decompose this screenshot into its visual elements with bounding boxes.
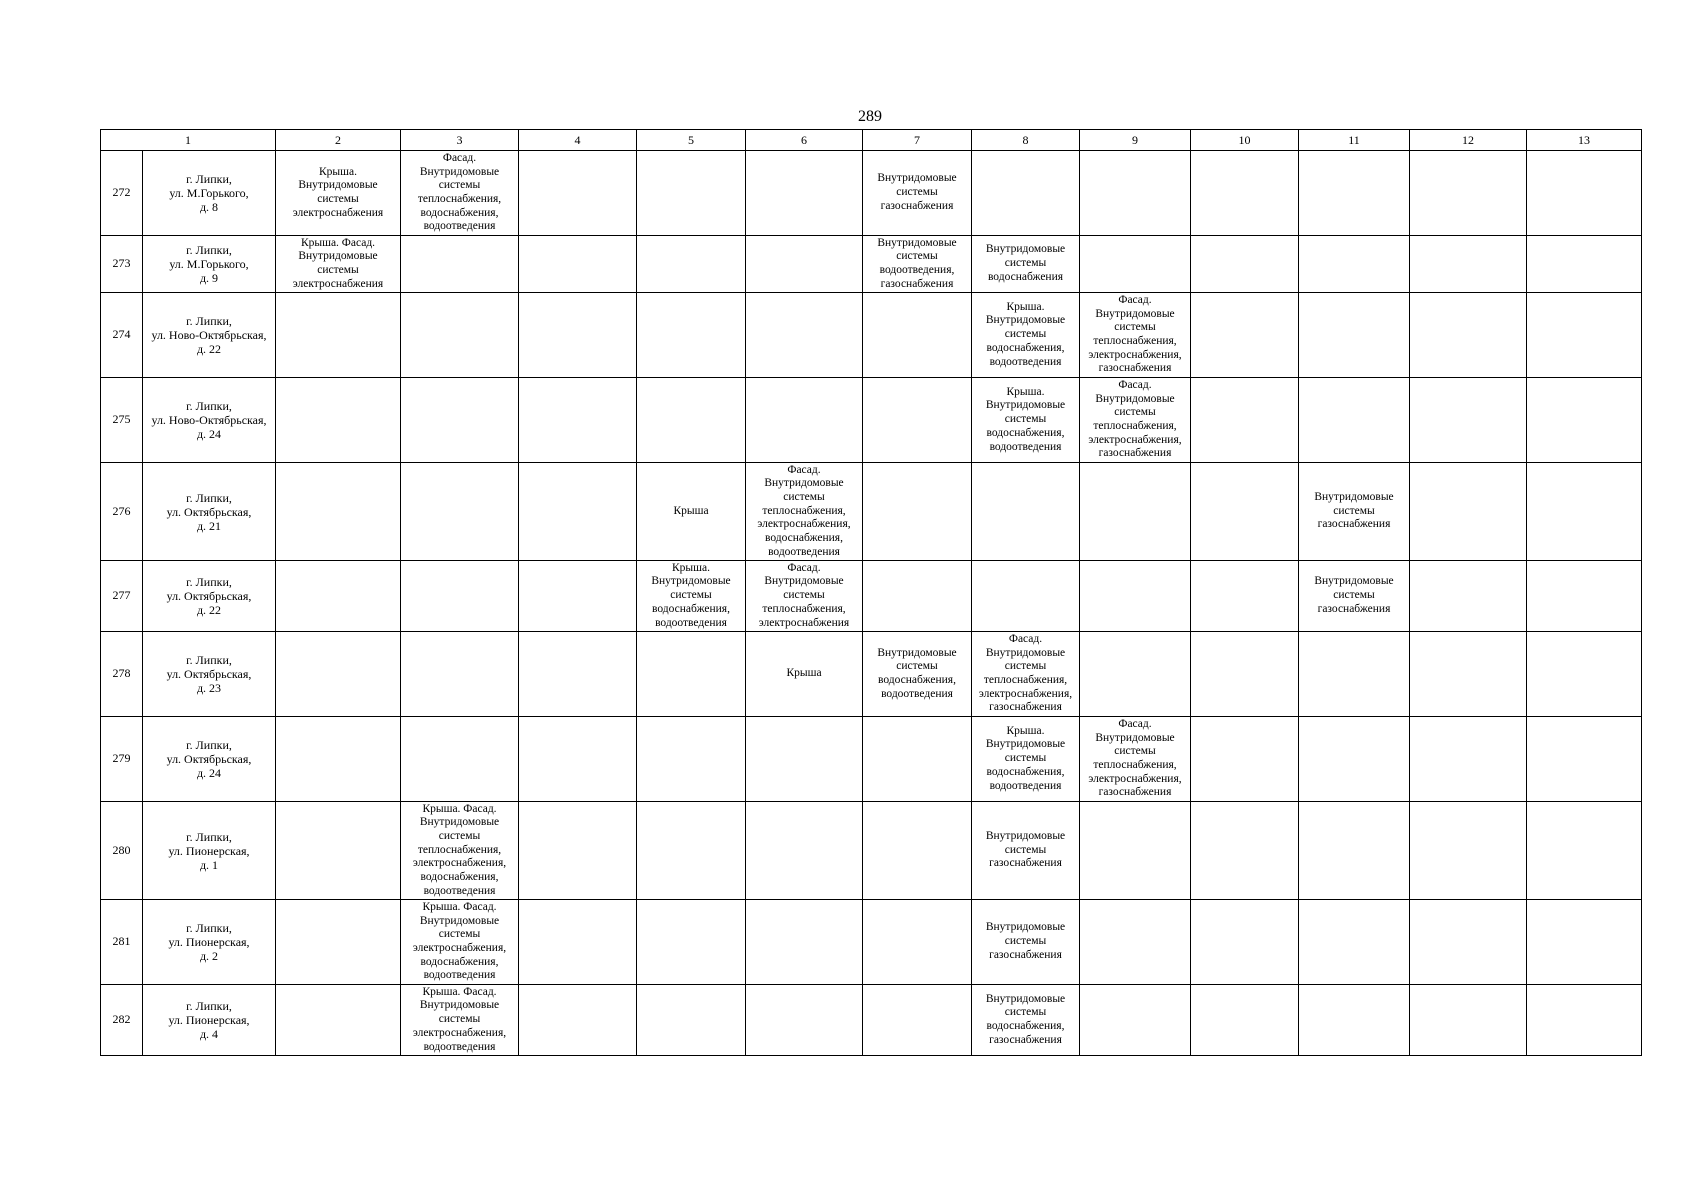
work-cell-col-11	[1299, 378, 1410, 463]
work-cell-col-5	[637, 151, 746, 236]
work-cell-col-7	[863, 900, 972, 985]
address-cell: г. Липки, ул. М.Горького, д. 9	[143, 236, 276, 293]
address-cell: г. Липки, ул. Октябрьская, д. 21	[143, 463, 276, 561]
work-cell-col-7	[863, 802, 972, 900]
work-cell-col-7	[863, 985, 972, 1056]
work-cell-col-5	[637, 717, 746, 802]
work-cell-col-6	[746, 900, 863, 985]
work-cell-col-7	[863, 293, 972, 378]
work-cell-col-13	[1527, 236, 1642, 293]
work-cell-col-11	[1299, 802, 1410, 900]
work-cell-col-10	[1191, 293, 1299, 378]
work-cell-col-7: Внутридомовые системы водоснабжения, водоотведения	[863, 632, 972, 717]
address-cell: г. Липки, ул. М.Горького, д. 8	[143, 151, 276, 236]
work-cell-col-12	[1410, 900, 1527, 985]
work-cell-col-10	[1191, 802, 1299, 900]
work-cell-col-2	[276, 717, 401, 802]
work-cell-col-9	[1080, 900, 1191, 985]
column-header: 2	[276, 130, 401, 151]
address-cell: г. Липки, ул. Пионерская, д. 2	[143, 900, 276, 985]
work-cell-col-10	[1191, 378, 1299, 463]
table-row	[101, 236, 1642, 293]
column-header: 11	[1299, 130, 1410, 151]
work-cell-col-13	[1527, 985, 1642, 1056]
table-row	[101, 985, 1642, 1056]
work-cell-col-3	[401, 378, 519, 463]
work-cell-col-2	[276, 293, 401, 378]
address-cell: г. Липки, ул. Октябрьская, д. 23	[143, 632, 276, 717]
work-cell-col-12	[1410, 717, 1527, 802]
column-header: 3	[401, 130, 519, 151]
row-number: 278	[101, 632, 143, 717]
work-cell-col-8: Внутридомовые системы водоснабжения	[972, 236, 1080, 293]
work-cell-col-6	[746, 802, 863, 900]
work-cell-col-5	[637, 236, 746, 293]
table-row	[101, 378, 1642, 463]
work-cell-col-7	[863, 561, 972, 632]
work-cell-col-6	[746, 717, 863, 802]
work-cell-col-8: Крыша. Внутридомовые системы водоснабжения, водоотведения	[972, 378, 1080, 463]
work-cell-col-2	[276, 985, 401, 1056]
work-cell-col-2	[276, 463, 401, 561]
work-cell-col-7: Внутридомовые системы газоснабжения	[863, 151, 972, 236]
work-cell-col-6	[746, 236, 863, 293]
work-cell-col-4	[519, 802, 637, 900]
work-cell-col-8	[972, 151, 1080, 236]
work-cell-col-7	[863, 463, 972, 561]
work-cell-col-5: Крыша	[637, 463, 746, 561]
table-row	[101, 293, 1642, 378]
work-cell-col-3: Крыша. Фасад. Внутридомовые системы электроснабжения, водоотведения	[401, 985, 519, 1056]
work-cell-col-2	[276, 632, 401, 717]
work-cell-col-8: Фасад. Внутридомовые системы теплоснабжения, электроснабжения, газоснабжения	[972, 632, 1080, 717]
row-number: 279	[101, 717, 143, 802]
work-cell-col-4	[519, 561, 637, 632]
column-header: 10	[1191, 130, 1299, 151]
table-row	[101, 151, 1642, 236]
work-cell-col-9	[1080, 985, 1191, 1056]
work-cell-col-11	[1299, 632, 1410, 717]
work-cell-col-3: Крыша. Фасад. Внутридомовые системы электроснабжения, водоснабжения, водоотведения	[401, 900, 519, 985]
work-cell-col-2	[276, 900, 401, 985]
work-cell-col-4	[519, 632, 637, 717]
row-number: 280	[101, 802, 143, 900]
work-cell-col-11: Внутридомовые системы газоснабжения	[1299, 463, 1410, 561]
work-cell-col-6	[746, 378, 863, 463]
work-cell-col-12	[1410, 236, 1527, 293]
work-cell-col-5	[637, 632, 746, 717]
work-cell-col-9	[1080, 802, 1191, 900]
work-cell-col-10	[1191, 985, 1299, 1056]
work-cell-col-9	[1080, 632, 1191, 717]
work-cell-col-10	[1191, 561, 1299, 632]
work-cell-col-2	[276, 561, 401, 632]
work-cell-col-3	[401, 293, 519, 378]
work-cell-col-8	[972, 463, 1080, 561]
work-cell-col-9	[1080, 463, 1191, 561]
work-cell-col-10	[1191, 900, 1299, 985]
work-cell-col-12	[1410, 632, 1527, 717]
work-cell-col-7	[863, 717, 972, 802]
work-cell-col-9	[1080, 151, 1191, 236]
work-cell-col-5	[637, 293, 746, 378]
work-cell-col-11	[1299, 151, 1410, 236]
column-header: 8	[972, 130, 1080, 151]
work-cell-col-5	[637, 985, 746, 1056]
row-number: 273	[101, 236, 143, 293]
work-cell-col-8: Крыша. Внутридомовые системы водоснабжения, водоотведения	[972, 293, 1080, 378]
work-cell-col-3: Фасад. Внутридомовые системы теплоснабжения, водоснабжения, водоотведения	[401, 151, 519, 236]
work-cell-col-3	[401, 561, 519, 632]
work-cell-col-2	[276, 802, 401, 900]
work-cell-col-4	[519, 900, 637, 985]
row-number: 277	[101, 561, 143, 632]
work-cell-col-8: Внутридомовые системы газоснабжения	[972, 802, 1080, 900]
work-cell-col-2: Крыша. Внутридомовые системы электроснабжения	[276, 151, 401, 236]
work-cell-col-9: Фасад. Внутридомовые системы теплоснабжения, электроснабжения, газоснабжения	[1080, 378, 1191, 463]
schedule-table	[100, 129, 1642, 1056]
work-cell-col-6: Фасад. Внутридомовые системы теплоснабжения, электроснабжения	[746, 561, 863, 632]
work-cell-col-12	[1410, 561, 1527, 632]
work-cell-col-13	[1527, 802, 1642, 900]
work-cell-col-7	[863, 378, 972, 463]
work-cell-col-8	[972, 561, 1080, 632]
work-cell-col-8: Крыша. Внутридомовые системы водоснабжения, водоотведения	[972, 717, 1080, 802]
work-cell-col-11	[1299, 717, 1410, 802]
work-cell-col-6	[746, 985, 863, 1056]
work-cell-col-5: Крыша. Внутридомовые системы водоснабжения, водоотведения	[637, 561, 746, 632]
work-cell-col-10	[1191, 717, 1299, 802]
work-cell-col-4	[519, 378, 637, 463]
column-header: 6	[746, 130, 863, 151]
work-cell-col-2: Крыша. Фасад. Внутридомовые системы электроснабжения	[276, 236, 401, 293]
row-number: 274	[101, 293, 143, 378]
row-number: 272	[101, 151, 143, 236]
work-cell-col-6	[746, 293, 863, 378]
work-cell-col-12	[1410, 463, 1527, 561]
work-cell-col-10	[1191, 151, 1299, 236]
work-cell-col-9	[1080, 236, 1191, 293]
work-cell-col-11	[1299, 985, 1410, 1056]
table-row	[101, 717, 1642, 802]
work-cell-col-9	[1080, 561, 1191, 632]
work-cell-col-12	[1410, 985, 1527, 1056]
address-cell: г. Липки, ул. Пионерская, д. 1	[143, 802, 276, 900]
work-cell-col-3	[401, 463, 519, 561]
work-cell-col-10	[1191, 236, 1299, 293]
work-cell-col-6	[746, 151, 863, 236]
address-cell: г. Липки, ул. Октябрьская, д. 22	[143, 561, 276, 632]
address-cell: г. Липки, ул. Пионерская, д. 4	[143, 985, 276, 1056]
column-header: 5	[637, 130, 746, 151]
table-row	[101, 463, 1642, 561]
work-cell-col-2	[276, 378, 401, 463]
address-cell: г. Липки, ул. Ново-Октябрьская, д. 24	[143, 378, 276, 463]
work-cell-col-12	[1410, 378, 1527, 463]
work-cell-col-4	[519, 985, 637, 1056]
column-header: 7	[863, 130, 972, 151]
work-cell-col-13	[1527, 463, 1642, 561]
work-cell-col-3	[401, 236, 519, 293]
work-cell-col-6: Фасад. Внутридомовые системы теплоснабжения, электроснабжения, водоснабжения, водоотведения	[746, 463, 863, 561]
work-cell-col-4	[519, 151, 637, 236]
address-cell: г. Липки, ул. Ново-Октябрьская, д. 22	[143, 293, 276, 378]
table-row	[101, 802, 1642, 900]
column-header: 1	[101, 130, 276, 151]
work-cell-col-9: Фасад. Внутридомовые системы теплоснабжения, электроснабжения, газоснабжения	[1080, 293, 1191, 378]
work-cell-col-13	[1527, 900, 1642, 985]
column-header-row	[101, 130, 1642, 151]
work-cell-col-12	[1410, 151, 1527, 236]
work-cell-col-4	[519, 293, 637, 378]
work-cell-col-9: Фасад. Внутридомовые системы теплоснабжения, электроснабжения, газоснабжения	[1080, 717, 1191, 802]
work-cell-col-11	[1299, 293, 1410, 378]
column-header: 12	[1410, 130, 1527, 151]
work-cell-col-4	[519, 717, 637, 802]
work-cell-col-11	[1299, 900, 1410, 985]
column-header: 9	[1080, 130, 1191, 151]
table-row	[101, 561, 1642, 632]
work-cell-col-3: Крыша. Фасад. Внутридомовые системы теплоснабжения, электроснабжения, водоснабжения, водоотведения	[401, 802, 519, 900]
work-cell-col-10	[1191, 632, 1299, 717]
work-cell-col-10	[1191, 463, 1299, 561]
work-cell-col-13	[1527, 717, 1642, 802]
work-cell-col-13	[1527, 632, 1642, 717]
work-cell-col-5	[637, 802, 746, 900]
work-cell-col-11	[1299, 236, 1410, 293]
row-number: 275	[101, 378, 143, 463]
work-cell-col-13	[1527, 561, 1642, 632]
work-cell-col-7: Внутридомовые системы водоотведения, газоснабжения	[863, 236, 972, 293]
work-cell-col-12	[1410, 802, 1527, 900]
work-cell-col-13	[1527, 293, 1642, 378]
table-row	[101, 900, 1642, 985]
address-cell: г. Липки, ул. Октябрьская, д. 24	[143, 717, 276, 802]
row-number: 281	[101, 900, 143, 985]
column-header: 13	[1527, 130, 1642, 151]
table-row	[101, 632, 1642, 717]
work-cell-col-3	[401, 717, 519, 802]
work-cell-col-4	[519, 463, 637, 561]
work-cell-col-8: Внутридомовые системы водоснабжения, газоснабжения	[972, 985, 1080, 1056]
page-number: 289	[858, 108, 882, 125]
work-cell-col-4	[519, 236, 637, 293]
row-number: 276	[101, 463, 143, 561]
work-cell-col-3	[401, 632, 519, 717]
row-number: 282	[101, 985, 143, 1056]
work-cell-col-8: Внутридомовые системы газоснабжения	[972, 900, 1080, 985]
work-cell-col-13	[1527, 378, 1642, 463]
work-cell-col-5	[637, 900, 746, 985]
work-cell-col-13	[1527, 151, 1642, 236]
column-header: 4	[519, 130, 637, 151]
work-cell-col-5	[637, 378, 746, 463]
work-cell-col-12	[1410, 293, 1527, 378]
work-cell-col-6: Крыша	[746, 632, 863, 717]
work-cell-col-11: Внутридомовые системы газоснабжения	[1299, 561, 1410, 632]
